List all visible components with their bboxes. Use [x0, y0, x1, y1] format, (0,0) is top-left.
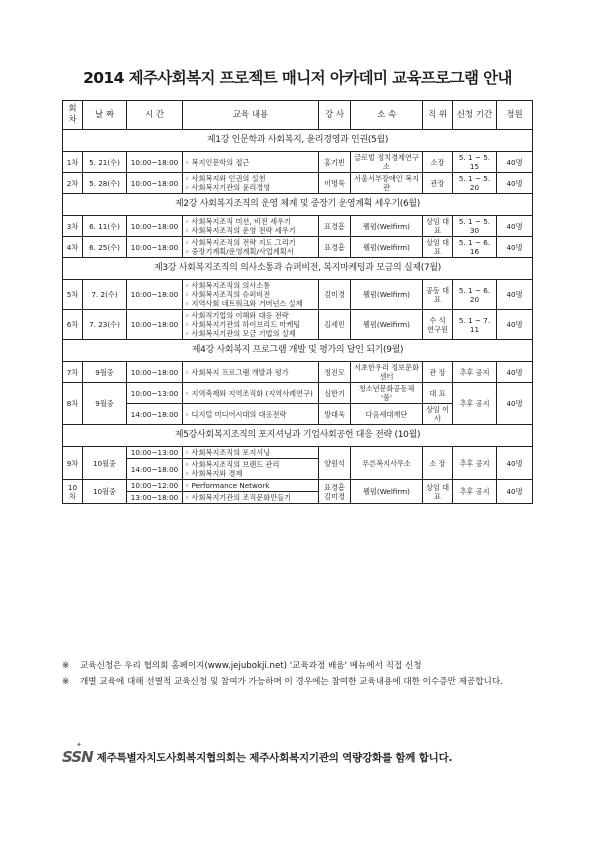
affiliation: 웰펌(Welfirm) — [351, 216, 423, 237]
content-item: ◦ 중장기계획/운영계획/사업계획서 — [185, 247, 316, 256]
session-no: 1차 — [63, 152, 83, 173]
content-item: ◦ 사회복지조직의 전략 지도 그리기 — [185, 238, 316, 247]
content-item: ◦ Performance Network — [185, 481, 316, 490]
header-time: 시 간 — [127, 101, 183, 130]
affiliation: 서초한우리 정보문화센터 — [351, 362, 423, 383]
content-cell — [183, 459, 319, 480]
note-text: 개별 교육에 대해 선별적 교육신청 및 참여가 가능하며 이 경우에는 참여한 교육내용에 대한 이수증만 제공합니다. — [80, 677, 503, 688]
content-item: ◦ 지역축제와 지역조직화 (지역사례연구) — [185, 389, 316, 398]
session-no: 5차 — [63, 280, 83, 310]
session-no: 4차 — [63, 237, 83, 258]
section-row — [63, 340, 533, 362]
session-row — [63, 280, 533, 310]
section-title: 제4강 사회복지 프로그램 개발 및 평가의 달인 되기(9월) — [63, 340, 533, 362]
session-row — [63, 152, 533, 173]
content-item: ◦ 사회복지조직의 브랜드 관리 — [185, 460, 316, 469]
page-title: 2014 제주사회복지 프로젝트 매니저 아카데미 교육프로그램 안내 — [83, 69, 512, 87]
affiliation: 청소년문화공동체 '품' — [351, 383, 423, 404]
session-time: 10:00~18:00 — [127, 362, 183, 383]
lecturer: 표경흠 — [319, 216, 351, 237]
content-item: ◦ 사회복지기관의 윤리경영 — [185, 183, 316, 192]
lecturer: 심한기 — [319, 383, 351, 404]
content-item: ◦ 사회복지기관의 하이브리드 마케팅 — [185, 320, 316, 329]
session-no: 6차 — [63, 310, 83, 340]
session-no: 3차 — [63, 216, 83, 237]
lecturer: 김세민 — [319, 310, 351, 340]
lecturer: 김미경 — [319, 280, 351, 310]
capacity: 40명 — [497, 447, 533, 480]
affiliation: 다음세대재단 — [351, 404, 423, 425]
session-no: 10차 — [63, 480, 83, 504]
position: 소장 — [423, 152, 453, 173]
section-row — [63, 425, 533, 447]
session-time: 13:00~18:00 — [127, 492, 183, 504]
notes — [62, 660, 538, 693]
lecturer: 이명묵 — [319, 173, 351, 194]
content-cell — [183, 280, 319, 310]
section-title: 제5강사회복지조직의 포지셔닝과 기업사회공헌 대응 전략 (10월) — [63, 425, 533, 447]
content-cell — [183, 383, 319, 404]
capacity: 40명 — [497, 310, 533, 340]
content-cell — [183, 404, 319, 425]
section-title: 제1강 인문학과 사회복지, 윤리경영과 인권(5월) — [63, 130, 533, 152]
affiliation: 웰펌(Welfirm) — [351, 310, 423, 340]
affiliation: 푸른복지사무소 — [351, 447, 423, 480]
header-affiliation: 소 속 — [351, 101, 423, 130]
lecturer: 홍기빈 — [319, 152, 351, 173]
session-time: 10:00~18:00 — [127, 152, 183, 173]
header-content: 교육 내용 — [183, 101, 319, 130]
capacity: 40명 — [497, 173, 533, 194]
section-row — [63, 258, 533, 280]
note — [62, 660, 538, 673]
affiliation: 웰펌(Welfirm) — [351, 237, 423, 258]
content-item: ◦ 사회복지조직의 포지셔닝 — [185, 448, 316, 457]
header-row — [63, 101, 533, 130]
session-date: 5. 21(수) — [83, 152, 127, 173]
session-row — [63, 216, 533, 237]
session-row — [63, 237, 533, 258]
capacity: 40명 — [497, 383, 533, 425]
session-time: 10:00~13:00 — [127, 383, 183, 404]
schedule-body — [63, 130, 533, 504]
session-time: 14:00~18:00 — [127, 459, 183, 480]
capacity: 40명 — [497, 280, 533, 310]
session-date: 5. 28(수) — [83, 173, 127, 194]
session-time: 10:00~18:00 — [127, 216, 183, 237]
content-cell — [183, 173, 319, 194]
logo-mark-icon: ✦ — [76, 741, 81, 749]
header-position: 직 위 — [423, 101, 453, 130]
header-date: 날 짜 — [83, 101, 127, 130]
note — [62, 676, 538, 689]
affiliation: 웰펌(Welfirm) — [351, 280, 423, 310]
content-item: ◦ 사회복지기관의 모금 기법의 실제 — [185, 329, 316, 338]
content-item: ◦ 사회복지와 경제 — [185, 469, 316, 478]
session-row — [63, 383, 533, 404]
content-cell — [183, 310, 319, 340]
position: 상임 대표 — [423, 216, 453, 237]
session-no: 2차 — [63, 173, 83, 194]
section-title: 제3강 사회복지조직의 의사소통과 슈퍼비전, 복지마케팅과 모금의 실제(7월) — [63, 258, 533, 280]
session-date: 6. 25(수) — [83, 237, 127, 258]
apply-period: 5. 1 ~ 6. 16 — [453, 237, 497, 258]
session-date: 10월중 — [83, 480, 127, 504]
content-cell — [183, 216, 319, 237]
content-item: ◦ 디지털 미디어시대의 대응전략 — [185, 410, 316, 419]
session-time: 10:00~13:00 — [127, 447, 183, 459]
capacity: 40명 — [497, 362, 533, 383]
affiliation: 글로벌 정치경제연구소 — [351, 152, 423, 173]
apply-period: 5. 1 ~ 7. 11 — [453, 310, 497, 340]
session-date: 10월중 — [83, 447, 127, 480]
position: 상임 이사 — [423, 404, 453, 425]
section-row — [63, 194, 533, 216]
apply-period: 5. 1 ~ 6. 20 — [453, 280, 497, 310]
content-item: ◦ 사회복지조직의 슈퍼비전 — [185, 290, 316, 299]
position: 상임 대표 — [423, 237, 453, 258]
content-item: ◦ 사회복지조직의 운영 전략 세우기 — [185, 226, 316, 235]
session-no: 9차 — [63, 447, 83, 480]
section-title: 제2강 사회복지조직의 운영 체계 및 중장기 운영계획 세우기(6월) — [63, 194, 533, 216]
apply-period: 5. 1 ~ 5. 20 — [453, 173, 497, 194]
content-item: ◦ 지역사회 네트워크와 거버넌스 실제 — [185, 299, 316, 308]
session-time: 10:00~18:00 — [127, 310, 183, 340]
capacity: 40명 — [497, 152, 533, 173]
apply-period: 추후 공지 — [453, 447, 497, 480]
content-cell — [183, 152, 319, 173]
footer — [62, 741, 542, 766]
apply-period: 5. 1 ~ 5. 15 — [453, 152, 497, 173]
session-date: 6. 11(수) — [83, 216, 127, 237]
apply-period: 추후 공지 — [453, 362, 497, 383]
header-no: 회차 — [63, 101, 83, 130]
session-row — [63, 173, 533, 194]
content-item: ◦ 사회적기업의 이해와 대응 전략 — [185, 311, 316, 320]
session-date: 7. 23(수) — [83, 310, 127, 340]
lecturer: 표경흠 — [319, 237, 351, 258]
session-time: 10:00~18:00 — [127, 280, 183, 310]
lecturer: 정진모 — [319, 362, 351, 383]
header-period: 신청 기간 — [453, 101, 497, 130]
affiliation: 웰펌(Welfirm) — [351, 480, 423, 504]
session-date: 9월중 — [83, 383, 127, 425]
position: 상임 대표 — [423, 480, 453, 504]
position: 소 장 — [423, 447, 453, 480]
content-cell — [183, 237, 319, 258]
capacity: 40명 — [497, 216, 533, 237]
footer-slogan: 제주특별자치도사회복지협의회는 제주사회복지기관의 역량강화를 함께 합니다. — [96, 751, 453, 764]
note-text: 교육신청은 우리 협의회 홈페이지(www.jejubokji.net) '교육과정 배움' 메뉴에서 직접 신청 — [80, 661, 422, 671]
session-time: 10:00~18:00 — [127, 173, 183, 194]
apply-period: 5. 1 ~ 5. 30 — [453, 216, 497, 237]
lecturer: 양원석 — [319, 447, 351, 480]
content-item: ◦ 사회복지기관의 조직문화만들기 — [185, 493, 316, 502]
lecturer: 방대욱 — [319, 404, 351, 425]
position: 수 석 연구원 — [423, 310, 453, 340]
session-date: 9월중 — [83, 362, 127, 383]
content-item: ◦ 복지인문학의 접근 — [185, 158, 316, 167]
content-item: ◦ 사회복지조직의 의사소통 — [185, 281, 316, 290]
session-no: 7차 — [63, 362, 83, 383]
schedule-table — [62, 100, 533, 504]
affiliation: 서울서부장애인 복지관 — [351, 173, 423, 194]
capacity: 40명 — [497, 480, 533, 504]
section-row — [63, 130, 533, 152]
apply-period: 추후 공지 — [453, 383, 497, 425]
ssn-logo: ✦ SSN — [62, 741, 93, 766]
content-item: ◦ 사회복지와 인권의 실천 — [185, 174, 316, 183]
capacity: 40명 — [497, 237, 533, 258]
session-row — [63, 310, 533, 340]
position: 공동 대표 — [423, 280, 453, 310]
session-row — [63, 480, 533, 492]
content-cell — [183, 480, 319, 492]
session-no: 8차 — [63, 383, 83, 425]
session-row — [63, 362, 533, 383]
note-mark: ※ — [62, 661, 70, 671]
header-capacity: 정원 — [497, 101, 533, 130]
session-time: 10:00~12:00 — [127, 480, 183, 492]
content-item: ◦ 사회복지조직 미션, 비전 세우기 — [185, 217, 316, 226]
apply-period: 추후 공지 — [453, 480, 497, 504]
session-time: 10:00~18:00 — [127, 237, 183, 258]
content-item: ◦ 사회복지 프로그램 개발과 평가 — [185, 368, 316, 377]
header-lecturer: 강 사 — [319, 101, 351, 130]
position: 대 표 — [423, 383, 453, 404]
position: 관장 — [423, 173, 453, 194]
content-cell — [183, 447, 319, 459]
position: 관 장 — [423, 362, 453, 383]
session-time: 14:00~18:00 — [127, 404, 183, 425]
session-row — [63, 447, 533, 459]
session-date: 7. 2(수) — [83, 280, 127, 310]
content-cell — [183, 492, 319, 504]
note-mark: ※ — [62, 677, 70, 688]
content-cell — [183, 362, 319, 383]
lecturer: 표경흠 김미경 — [319, 480, 351, 504]
